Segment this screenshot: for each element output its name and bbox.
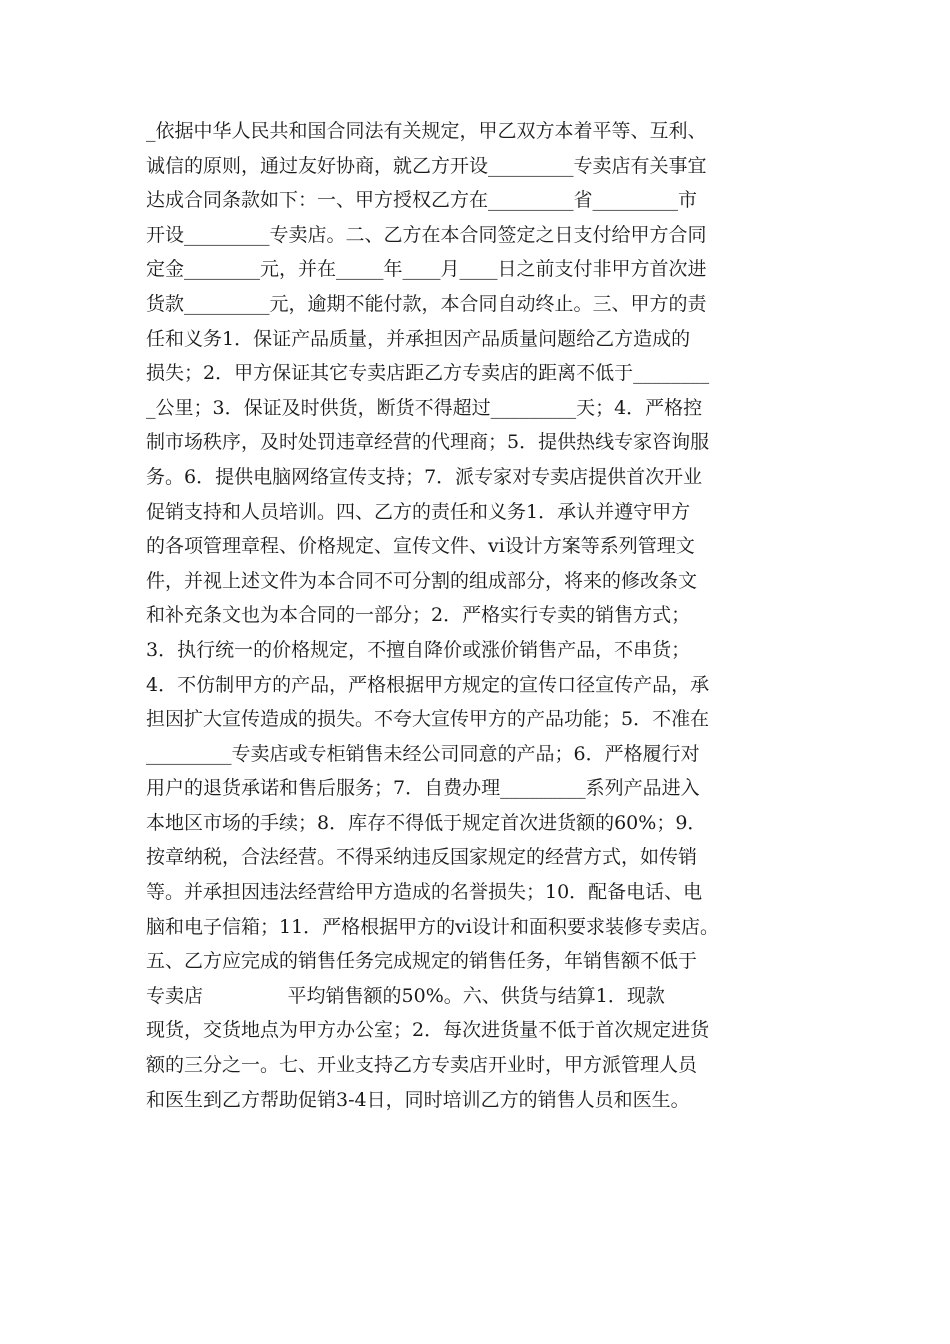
text-line: 按章纳税，合法经营。不得采纳违反国家规定的经营方式，如传销 [146, 846, 698, 869]
text-line: 诚信的原则，通过友好协商，就乙方开设_________专卖店有关事宜 [146, 154, 707, 177]
text-line: 本地区市场的手续；8．库存不得低于规定首次进货额的60%；9． [146, 811, 707, 834]
text-line: 的各项管理章程、价格规定、宣传文件、vi设计方案等系列管理文 [146, 535, 695, 558]
text-line: 脑和电子信箱；11．严格根据甲方的vi设计和面积要求装修专卖店。 [146, 915, 719, 938]
text-line: 务。6．提供电脑网络宣传支持；7．派专家对专卖店提供首次开业 [146, 465, 703, 488]
text-line: 制市场秩序，及时处罚违章经营的代理商；5．提供热线专家咨询服 [146, 431, 710, 454]
text-line: 和医生到乙方帮助促销3-4日，同时培训乙方的销售人员和医生。 [146, 1088, 690, 1111]
text-line: 担因扩大宣传造成的损失。不夸大宣传甲方的产品功能；5．不准在 [146, 708, 710, 731]
text-line: 用户的退货承诺和售后服务；7．自费办理_________系列产品进入 [146, 777, 700, 800]
text-line: 促销支持和人员培训。四、乙方的责任和义务1．承认并遵守甲方 [146, 500, 691, 523]
text-line: 任和义务1．保证产品质量，并承担因产品质量问题给乙方造成的 [146, 327, 691, 350]
text-line: 等。并承担因违法经营给甲方造成的名誉损失；10．配备电话、电 [146, 881, 703, 904]
contract-body [146, 114, 826, 1117]
text-line: 现货，交货地点为甲方办公室；2．每次进货量不低于首次规定进货 [146, 1019, 710, 1042]
text-line: 五、乙方应完成的销售任务完成规定的销售任务，年销售额不低于 [146, 950, 698, 973]
text-line: 额的三分之一。七、开业支持乙方专卖店开业时，甲方派管理人员 [146, 1054, 698, 1077]
text-line: _依据中华人民共和国合同法有关规定，甲乙双方本着平等、互利、 [146, 120, 707, 142]
text-line: 3．执行统一的价格规定，不擅自降价或涨价销售产品，不串货； [146, 638, 691, 661]
text-line: 4．不仿制甲方的产品，严格根据甲方规定的宣传口径宣传产品，承 [146, 673, 710, 696]
text-line: _________专卖店或专柜销售未经公司同意的产品；6．严格履行对 [146, 742, 700, 765]
text-line: 定金________元，并在_____年____月____日之前支付非甲方首次进 [146, 258, 707, 281]
text-line: 货款_________元，逾期不能付款，本合同自动终止。三、甲方的责 [146, 292, 707, 315]
text-line: 和补充条文也为本合同的一部分；2．严格实行专卖的销售方式； [146, 604, 691, 627]
text-line: 开设_________专卖店。二、乙方在本合同签定之日支付给甲方合同 [146, 223, 707, 246]
text-line: 件，并视上述文件为本合同不可分割的组成部分，将来的修改条文 [146, 569, 698, 592]
text-line: 达成合同条款如下：一、甲方授权乙方在_________省_________市 [146, 189, 698, 212]
text-line: _公里；3．保证及时供货，断货不得超过_________天；4．严格控 [146, 396, 703, 419]
text-line: 损失；2．甲方保证其它专卖店距乙方专卖店的距离不低于________ [146, 362, 710, 385]
text-line: 专卖店 平均销售额的50%。六、供货与结算1．现款 [146, 984, 665, 1007]
